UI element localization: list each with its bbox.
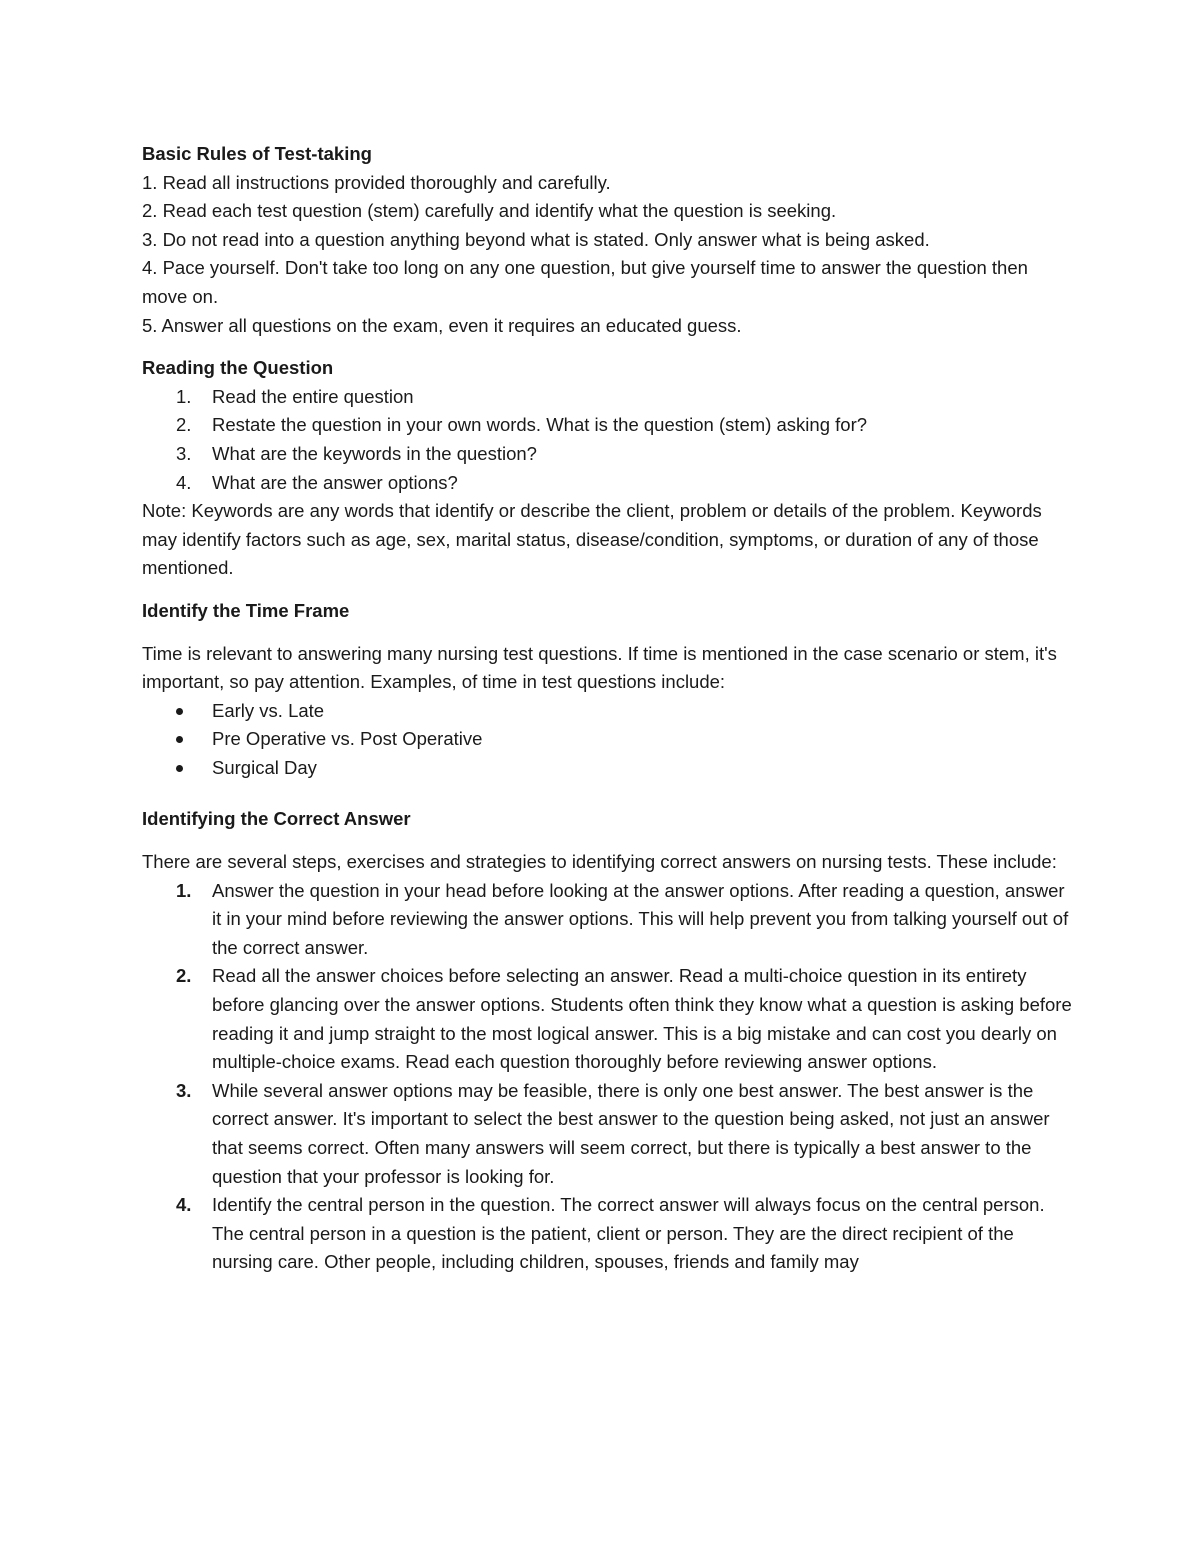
list-number: 2. <box>176 414 192 436</box>
time-frame-intro: Time is relevant to answering many nursing test questions. If time is mentioned in the case scenario or stem, it's important, so pay attention. Examples, of time in test questions include: <box>142 642 1057 693</box>
list-number: 1. <box>176 385 192 407</box>
list-item-text: Answer the question in your head before looking at the answer options. After reading a question, answer it in your mind before reviewing the answer options. This will help prevent you from talking yourself out of the correct answer. <box>212 879 1069 958</box>
list-item-text: Pre Operative vs. Post Operative <box>212 728 483 750</box>
list-item-text: Restate the question in your own words. What is the question (stem) asking for? <box>212 414 868 436</box>
list-item <box>142 962 1072 1076</box>
list-item-text: Surgical Day <box>212 756 317 778</box>
list-number: 3. <box>176 442 192 464</box>
list-item-text: What are the keywords in the question? <box>212 442 537 464</box>
list-item: 3. Do not read into a question anything beyond what is stated. Only answer what is being asked. <box>142 228 930 250</box>
heading-correct-answer: Identifying the Correct Answer <box>142 808 411 830</box>
list-number: 3. <box>176 1079 192 1101</box>
heading-basic-rules: Basic Rules of Test-taking <box>142 143 372 164</box>
list-item: 2. Read each test question (stem) carefully and identify what the question is seeking. <box>142 200 837 222</box>
list-item-text: What are the answer options? <box>212 471 458 493</box>
basic-rules-list <box>142 169 1072 341</box>
time-frame-bullets <box>142 697 1072 783</box>
correct-answer-list <box>142 877 1072 1277</box>
list-item: 5. Answer all questions on the exam, even it requires an educated guess. <box>142 314 742 336</box>
list-item-text: While several answer options may be feasible, there is only one best answer. The best answer is the correct answer. It's important to select the best answer to the question being asked, not just an answer that seems correct. Often many answers will seem correct, but there is typically a best answer to the question that your professor is looking for. <box>212 1079 1050 1187</box>
list-item <box>142 440 1072 469</box>
list-item <box>142 469 1072 498</box>
keywords-note: Note: Keywords are any words that identify or describe the client, problem or details of the problem. Keywords may identify factors such as age, sex, marital status, disease/condition, symptoms, or duration of any of those mentioned. <box>142 500 1042 579</box>
heading-reading-question: Reading the Question <box>142 357 334 379</box>
list-number: 4. <box>176 471 192 493</box>
list-number: 2. <box>176 965 192 987</box>
list-item-text: Read all the answer choices before selecting an answer. Read a multi-choice question in its entirety before glancing over the answer options. Students often think they know what a question is asking before reading it and jump straight to the most logical answer. This is a big mistake and can cost you dearly on multiple-choice exams. Read each question thoroughly before reviewing answer options. <box>212 965 1072 1073</box>
bullet-icon <box>176 765 183 772</box>
list-item <box>142 383 1072 412</box>
list-item-text: Identify the central person in the question. The correct answer will always focus on the central person. The central person in a question is the patient, client or person. They are the direct recipient of the nursing care. Other people, including children, spouses, friends and family may <box>212 1194 1045 1273</box>
heading-time-frame: Identify the Time Frame <box>142 599 350 621</box>
list-item <box>142 877 1072 963</box>
document-page <box>142 140 1072 1277</box>
bullet-icon <box>176 708 183 715</box>
list-item: 4. Pace yourself. Don't take too long on any one question, but give yourself time to answer the question then move on. <box>142 257 1028 307</box>
list-item <box>142 725 1072 754</box>
list-item-text: Early vs. Late <box>212 699 325 721</box>
bullet-icon <box>176 736 183 743</box>
list-item: 1. Read all instructions provided thoroughly and carefully. <box>142 171 611 193</box>
correct-answer-intro: There are several steps, exercises and strategies to identifying correct answers on nursing tests. These include: <box>142 851 1057 873</box>
list-item <box>142 1191 1072 1277</box>
list-number: 1. <box>176 879 192 901</box>
list-number: 4. <box>176 1194 192 1216</box>
list-item <box>142 697 1072 726</box>
list-item-text: Read the entire question <box>212 385 414 407</box>
list-item <box>142 1077 1072 1191</box>
reading-question-list <box>142 383 1072 497</box>
list-item <box>142 754 1072 783</box>
list-item <box>142 411 1072 440</box>
